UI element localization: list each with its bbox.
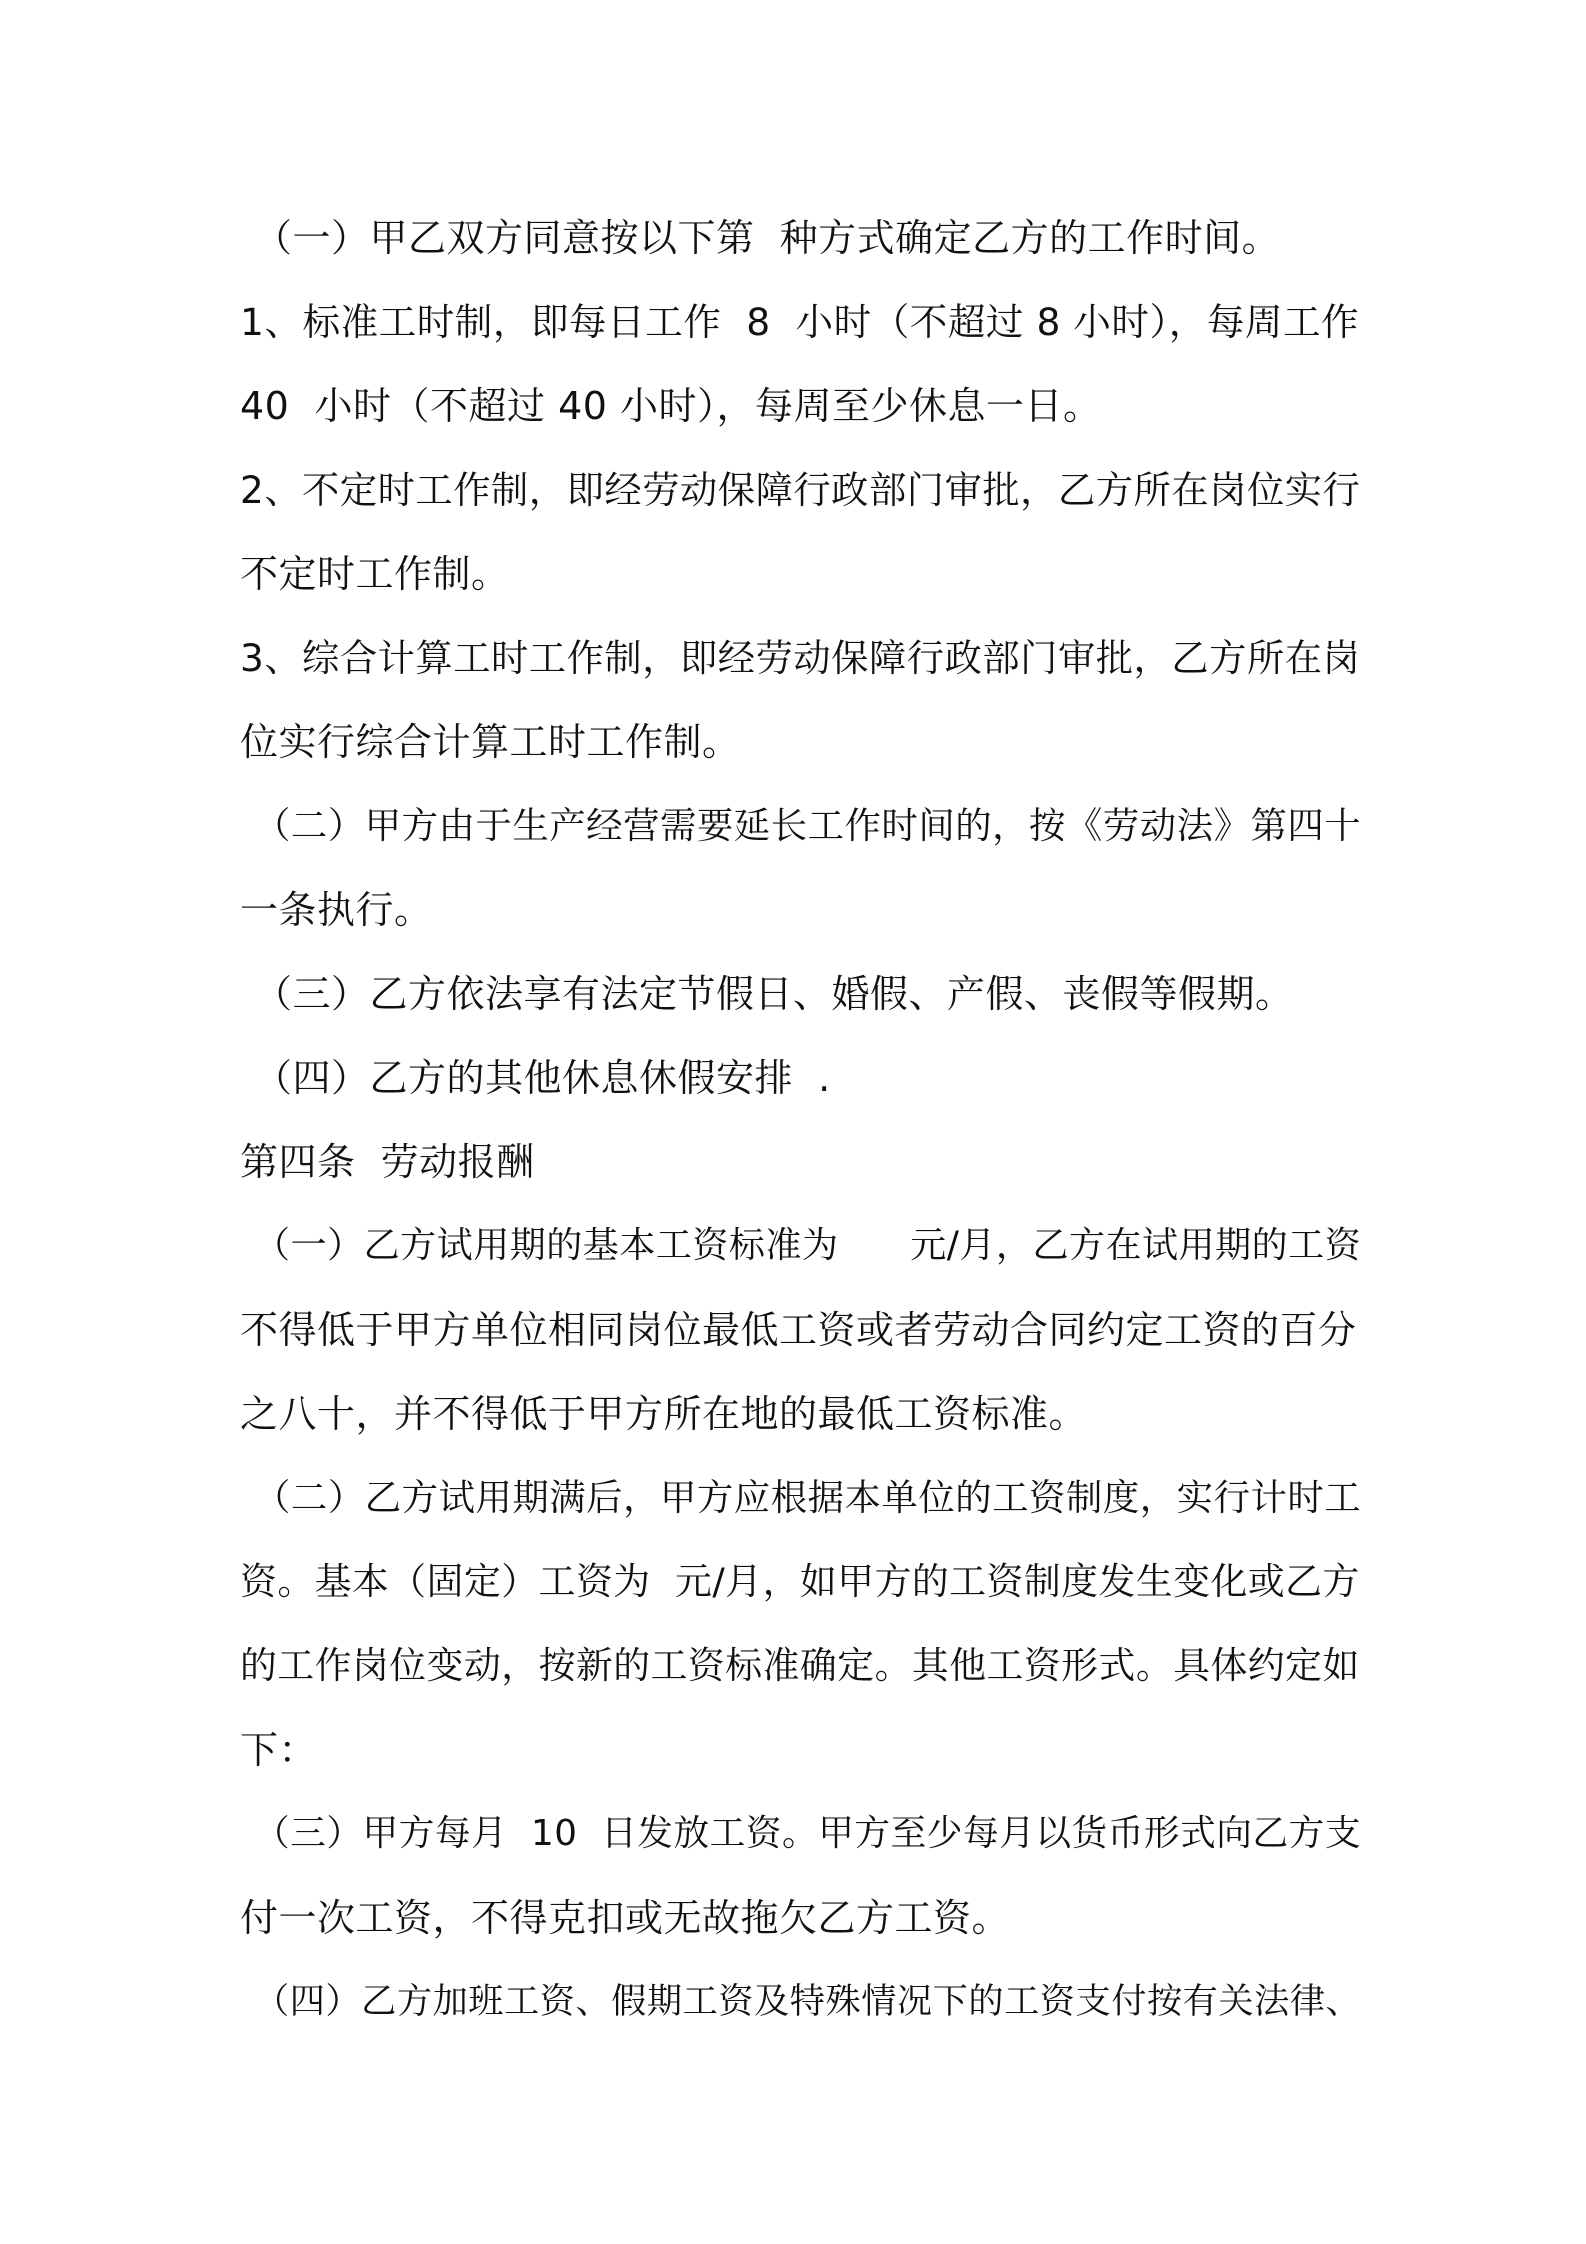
text-line: 资。基本（固定）工资为 元/月，如甲方的工资制度发生变化或乙方 (240, 1560, 1360, 1603)
text-line: 3、综合计算工时工作制，即经劳动保障行政部门审批，乙方所在岗 (240, 636, 1361, 680)
text-line: （二）甲方由于生产经营需要延长工作时间的，按《劳动法》第四十 (254, 804, 1362, 847)
text-line: （四）乙方加班工资、假期工资及特殊情况下的工资支付按有关法律、 (254, 1981, 1362, 2022)
text-line: （一）甲乙双方同意按以下第 种方式确定乙方的工作时间。 (254, 216, 1281, 260)
text-line: （三）甲方每月 10 日发放工资。甲方至少每月以货币形式向乙方支 (254, 1813, 1362, 1854)
text-line: （二）乙方试用期满后，甲方应根据本单位的工资制度，实行计时工 (254, 1476, 1362, 1519)
text-line: 位实行综合计算工时工作制。 (240, 720, 741, 764)
document-body (240, 196, 1360, 2044)
text-line: 2、不定时工作制，即经劳动保障行政部门审批，乙方所在岗位实行 (240, 468, 1361, 512)
text-line: 一条执行。 (240, 888, 433, 932)
article-heading: 第四条 劳动报酬 (240, 1140, 535, 1184)
text-line: （四）乙方的其他休息休假安排 . (254, 1056, 831, 1100)
text-line: 不定时工作制。 (240, 552, 510, 596)
text-line: （一）乙方试用期的基本工资标准为 元/月，乙方在试用期的工资 (254, 1225, 1362, 1266)
text-line: 不得低于甲方单位相同岗位最低工资或者劳动合同约定工资的百分 (240, 1308, 1357, 1352)
text-line: 1、标准工时制，即每日工作 8 小时（不超过 8 小时），每周工作 (240, 300, 1360, 344)
text-line: （三）乙方依法享有法定节假日、婚假、产假、丧假等假期。 (254, 972, 1294, 1016)
text-line: 40 小时（不超过 40 小时），每周至少休息一日。 (240, 384, 1102, 428)
text-line: 下： (240, 1728, 318, 1772)
text-line: 的工作岗位变动，按新的工资标准确定。其他工资形式。具体约定如 (240, 1644, 1360, 1687)
text-line: 付一次工资，不得克扣或无故拖欠乙方工资。 (240, 1896, 1011, 1940)
text-line: 之八十，并不得低于甲方所在地的最低工资标准。 (240, 1392, 1088, 1436)
